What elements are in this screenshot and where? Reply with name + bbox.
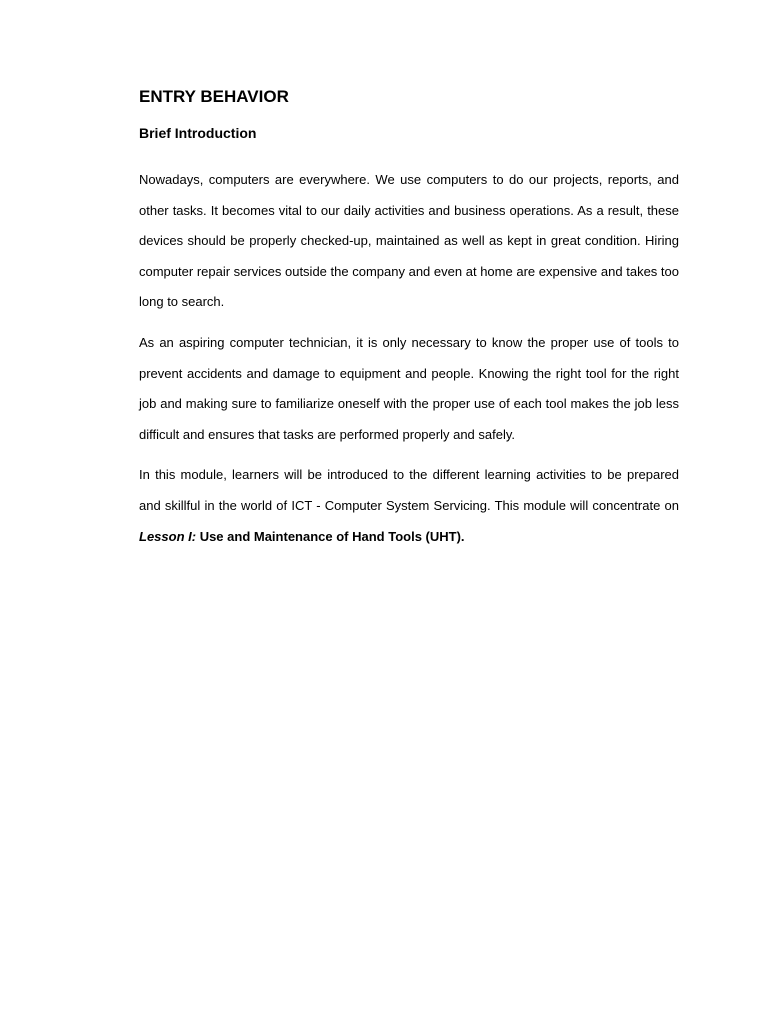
lesson-label: Lesson I: [139,528,197,544]
document-content [139,86,679,552]
section-subtitle: Brief Introduction [139,125,257,141]
lesson-title: Use and Maintenance of Hand Tools (UHT). [196,528,465,544]
intro-paragraph: Nowadays, computers are everywhere. We use computers to do our projects, reports, and other tasks. It becomes vital to our daily activities and business operations. As a result, these devices should be properly checked-up, maintained as well as kept in great condition. Hiring computer repair services outside the company and even at home are expensive and takes too long to search. [139,172,679,310]
technician-paragraph: As an aspiring computer technician, it is only necessary to know the proper use of tools to prevent accidents and damage to equipment and people. Knowing the right tool for the right job and making sure to familiarize oneself with the proper use of each tool makes the job less difficult and ensures that tasks are performed properly and safely. [139,334,679,442]
module-paragraph-text: In this module, learners will be introduced to the different learning activities to be prepared and skillful in the world of ICT - Computer System Servicing. This module will concentrate on [139,467,679,513]
page-title: ENTRY BEHAVIOR [139,87,289,106]
module-paragraph [139,460,679,552]
